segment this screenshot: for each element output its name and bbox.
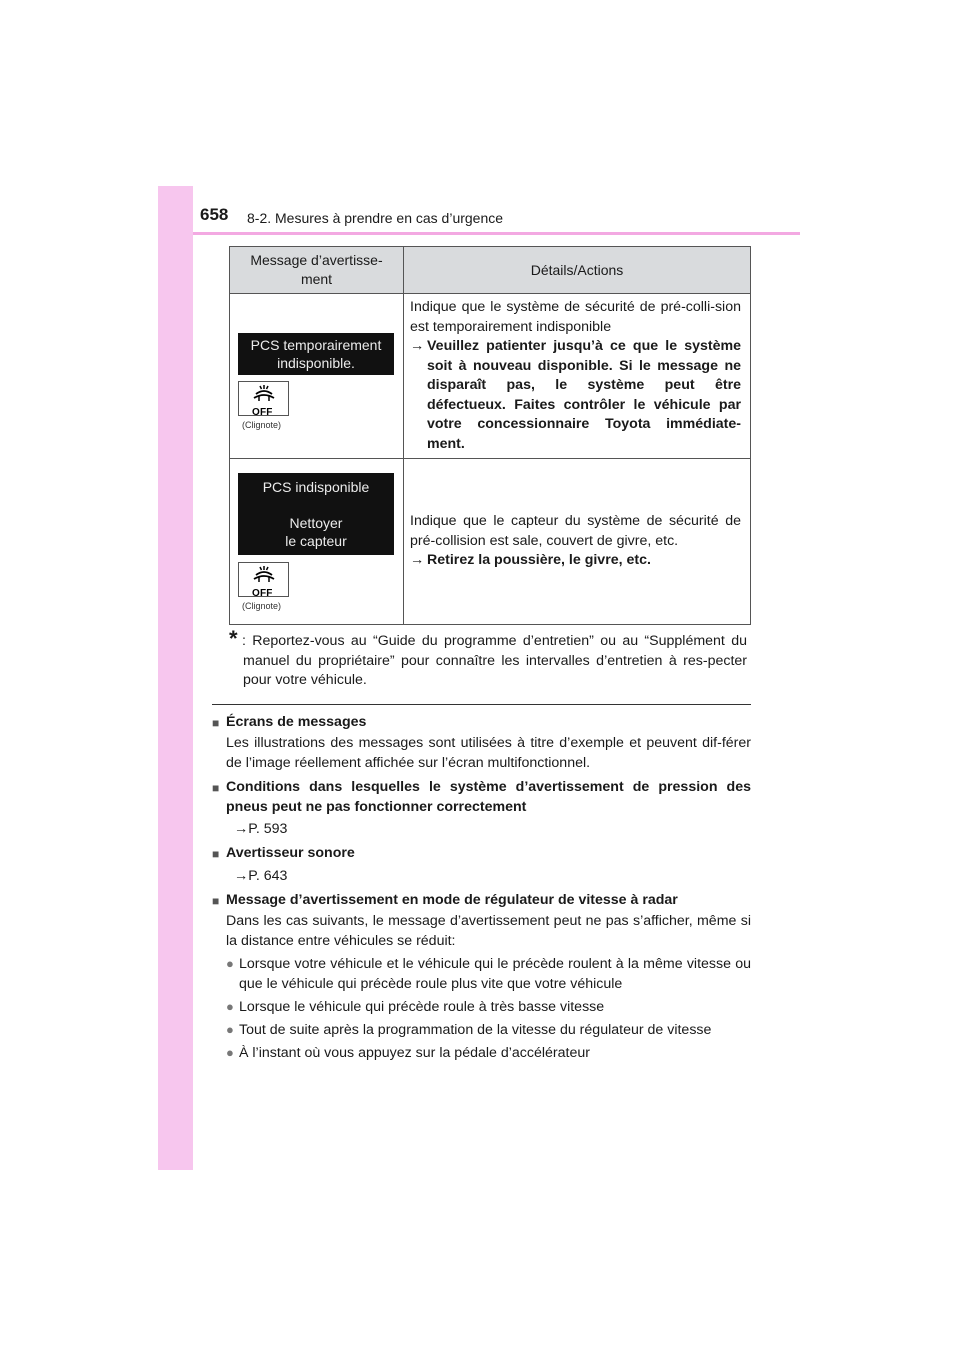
message-line-2: Nettoyer <box>289 515 343 531</box>
note-title: Message d’avertissement en mode de régulateur de vitesse à radar <box>226 892 678 908</box>
page-number: 658 <box>200 205 229 224</box>
action-label: Veuillez patienter jusqu’à ce que le système soit à nouveau disponible. Si le message ne disparaît pas, le système peut être défectueux. Faites contrôler le véhicule par votre concessionnaire Toyota immédiate-ment. <box>427 338 741 452</box>
column-header-details: Détails/Actions <box>404 247 751 294</box>
pcs-warning-icon <box>251 565 277 585</box>
footnote-star: * <box>229 626 238 651</box>
note-title: Avertisseur sonore <box>226 845 355 861</box>
off-label: OFF <box>252 407 273 418</box>
list-item-text: Lorsque votre véhicule et le véhicule qui le précède roulent à la même vitesse ou que le véhicule qui précède roule plus vite que votre véhicule <box>239 956 751 992</box>
square-marker-icon: ■ <box>212 847 220 861</box>
bullet-icon: ● <box>226 956 234 971</box>
action-text <box>410 337 741 454</box>
details-cell <box>404 459 751 625</box>
square-marker-icon: ■ <box>212 781 220 795</box>
off-label: OFF <box>252 588 273 599</box>
pcs-warning-icon <box>251 384 277 404</box>
note-radar-cruise <box>212 890 751 1063</box>
note-body: Les illustrations des messages sont utilisées à titre d’exemple et peuvent dif-férer de l’image réellement affichée sur l’écran multifonctionnel. <box>226 735 751 771</box>
note-title: Écrans de messages <box>226 714 367 730</box>
square-marker-icon: ■ <box>212 716 220 730</box>
message-image-cell <box>230 294 404 459</box>
page-reference-link[interactable]: →P. 593 <box>234 821 288 837</box>
list-item <box>226 1020 751 1040</box>
arrow-icon: → <box>410 338 425 354</box>
message-display: PCS temporairement indisponible. <box>238 333 394 375</box>
note-message-screens <box>212 712 751 773</box>
column-header-message: Message d’avertisse-ment <box>230 247 404 294</box>
list-item <box>226 997 751 1017</box>
warning-message-table <box>229 246 751 625</box>
message-image-cell <box>230 459 404 625</box>
message-display <box>238 473 394 555</box>
list-item-text: Lorsque le véhicule qui précède roule à très basse vitesse <box>239 999 605 1015</box>
footnote-text: : Reportez-vous au “Guide du programme d’entretien” ou au “Supplément du manuel du propriétaire” pour connaître les intervalles d’entretien à res-pecter pour votre véhicule. <box>242 633 747 688</box>
section-divider <box>212 704 751 705</box>
table-row <box>230 294 751 459</box>
pcs-off-indicator <box>238 381 289 416</box>
table-header-row <box>230 247 751 294</box>
square-marker-icon: ■ <box>212 894 220 908</box>
bullet-icon: ● <box>226 999 234 1014</box>
action-label: Retirez la poussière, le givre, etc. <box>427 552 651 569</box>
arrow-icon: → <box>410 552 425 569</box>
pcs-off-indicator <box>238 562 289 597</box>
list-item <box>226 954 751 994</box>
detail-text: Indique que le capteur du système de sécurité de pré-collision est sale, couvert de givre, etc. <box>410 513 741 549</box>
note-buzzer <box>212 843 751 886</box>
chapter-title: 8-2. Mesures à prendre en cas d’urgence <box>247 210 504 226</box>
note-body: Dans les cas suivants, le message d’avertissement peut ne pas s’afficher, même si la distance entre véhicules se réduit: <box>226 913 751 949</box>
page-reference-link[interactable]: →P. 643 <box>234 868 288 884</box>
action-text <box>410 551 741 571</box>
list-item-text: À l’instant où vous appuyez sur la pédale d’accélérateur <box>239 1045 590 1061</box>
bullet-icon: ● <box>226 1022 234 1037</box>
footnote <box>229 626 747 691</box>
bullet-icon: ● <box>226 1045 234 1060</box>
notes-section <box>212 712 751 1067</box>
note-title: Conditions dans lesquelles le système d’avertissement de pression des pneus peut ne pas fonctionner correctement <box>226 779 751 815</box>
blink-label: (Clignote) <box>242 601 282 611</box>
detail-text: Indique que le système de sécurité de pré-colli-sion est temporairement indisponible <box>410 299 741 335</box>
blink-label: (Clignote) <box>242 420 282 430</box>
note-tire-pressure-conditions <box>212 777 751 839</box>
side-tab-band <box>158 186 193 1170</box>
table-row <box>230 459 751 625</box>
message-line-3: le capteur <box>285 533 347 549</box>
list-item-text: Tout de suite après la programmation de la vitesse du régulateur de vitesse <box>239 1022 712 1038</box>
header-rule <box>193 232 800 235</box>
list-item <box>226 1043 751 1063</box>
message-line-1: PCS indisponible <box>262 479 370 495</box>
details-cell <box>404 294 751 459</box>
